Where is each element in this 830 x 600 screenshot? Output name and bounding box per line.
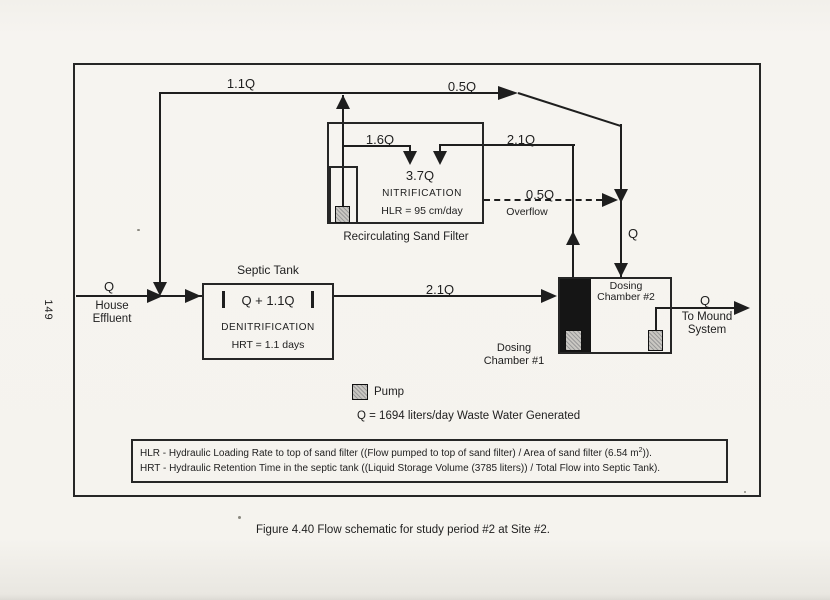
q-definition-label: Q = 1694 liters/day Waste Water Generated: [357, 410, 581, 422]
hlr-footnote-text: HLR - Hydraulic Loading Rate to top of sand filter ((Flow pumped to top of sand filter) / Area of sand filter (6.54 m: [140, 448, 639, 459]
overflow-label: Overflow: [506, 206, 548, 218]
hlr-footnote: [140, 447, 652, 459]
dosing-chamber2-line1: Dosing: [609, 280, 643, 292]
flow-label-q-house: Q: [104, 279, 115, 294]
arrow-up-filter-pump: [336, 95, 350, 109]
dosing-chamber1-label: [472, 342, 556, 367]
septic-tank-hrt-label: HRT = 1.1 days: [231, 339, 305, 351]
page-number: 149: [42, 299, 54, 321]
arrow-right-overflow: [602, 193, 618, 207]
flow-label-0-5q-top: 0.5Q: [447, 79, 477, 94]
arrow-right-into-chamber1: [541, 289, 557, 303]
arrow-right-into-septic: [185, 289, 201, 303]
chamber1-riser: [572, 144, 574, 278]
flow-label-q-mound: Q: [700, 293, 711, 308]
figure-caption: Figure 4.40 Flow schematic for study period #2 at Site #2.: [255, 524, 551, 536]
hlr-footnote-end: )).: [642, 448, 652, 459]
pump-legend-label: Pump: [374, 386, 405, 398]
dosing-chamber2-label: [585, 281, 667, 303]
hrt-footnote: HRT - Hydraulic Retention Time in the septic tank ((Liquid Storage Volume (3785 liters)) / Total Flow into Septic Tank).: [140, 463, 661, 474]
to-mound-line2: System: [687, 323, 727, 336]
sand-filter-title: Recirculating Sand Filter: [343, 231, 469, 243]
flow-label-2-1q-top: 2.1Q: [506, 132, 536, 147]
flow-label-2-1q-out: 2.1Q: [425, 282, 455, 297]
house-effluent-line1: House: [95, 300, 129, 312]
arrow-up-chamber1-riser: [566, 231, 580, 245]
pump-icon: [335, 206, 350, 223]
to-mound-system-label: [665, 311, 749, 336]
to-mound-line1: To Mound: [681, 311, 733, 323]
pump-icon: [648, 330, 663, 351]
house-inlet-line: [76, 295, 202, 297]
scan-speck: [744, 491, 746, 493]
septic-tank-title: Septic Tank: [237, 263, 299, 277]
flow-label-1-6q: 1.6Q: [365, 132, 395, 147]
flow-label-1-1q: 1.1Q: [226, 76, 256, 91]
septic-tank-volume: Q + 1.1Q: [241, 293, 295, 308]
arrow-down-into-chamber2: [614, 263, 628, 277]
sand-filter-hlr-label: HLR = 95 cm/day: [381, 205, 463, 217]
dosing-chamber1-line1: Dosing: [496, 342, 532, 354]
pump-legend-icon: [352, 384, 368, 400]
flow-label-3-7q: 3.7Q: [405, 168, 435, 183]
house-effluent-line2: Effluent: [92, 312, 132, 325]
hlr-superscript: 2: [638, 447, 643, 454]
arrow-right-filtrate: [498, 86, 518, 100]
scan-speck: [238, 516, 241, 519]
flow-label-0-5q-overflow: 0.5Q: [525, 187, 555, 202]
level-mark-right: [311, 291, 314, 308]
flow-label-q-chamber2: Q: [628, 226, 639, 241]
footnote-box: [131, 439, 728, 483]
scan-speck: [137, 229, 140, 231]
septic-tank-process-label: DENITRIFICATION: [221, 322, 315, 333]
pump-icon: [565, 330, 582, 351]
recycle-return-line: [159, 92, 161, 282]
sand-filter-process-label: NITRIFICATION: [382, 188, 462, 199]
house-effluent-label: [78, 300, 146, 325]
dosing-chamber1-line2: Chamber #1: [483, 354, 545, 367]
level-mark-left: [222, 291, 225, 308]
arrow-right-into-junction: [147, 289, 163, 303]
dosing-chamber2-line2: Chamber #2: [597, 291, 655, 303]
